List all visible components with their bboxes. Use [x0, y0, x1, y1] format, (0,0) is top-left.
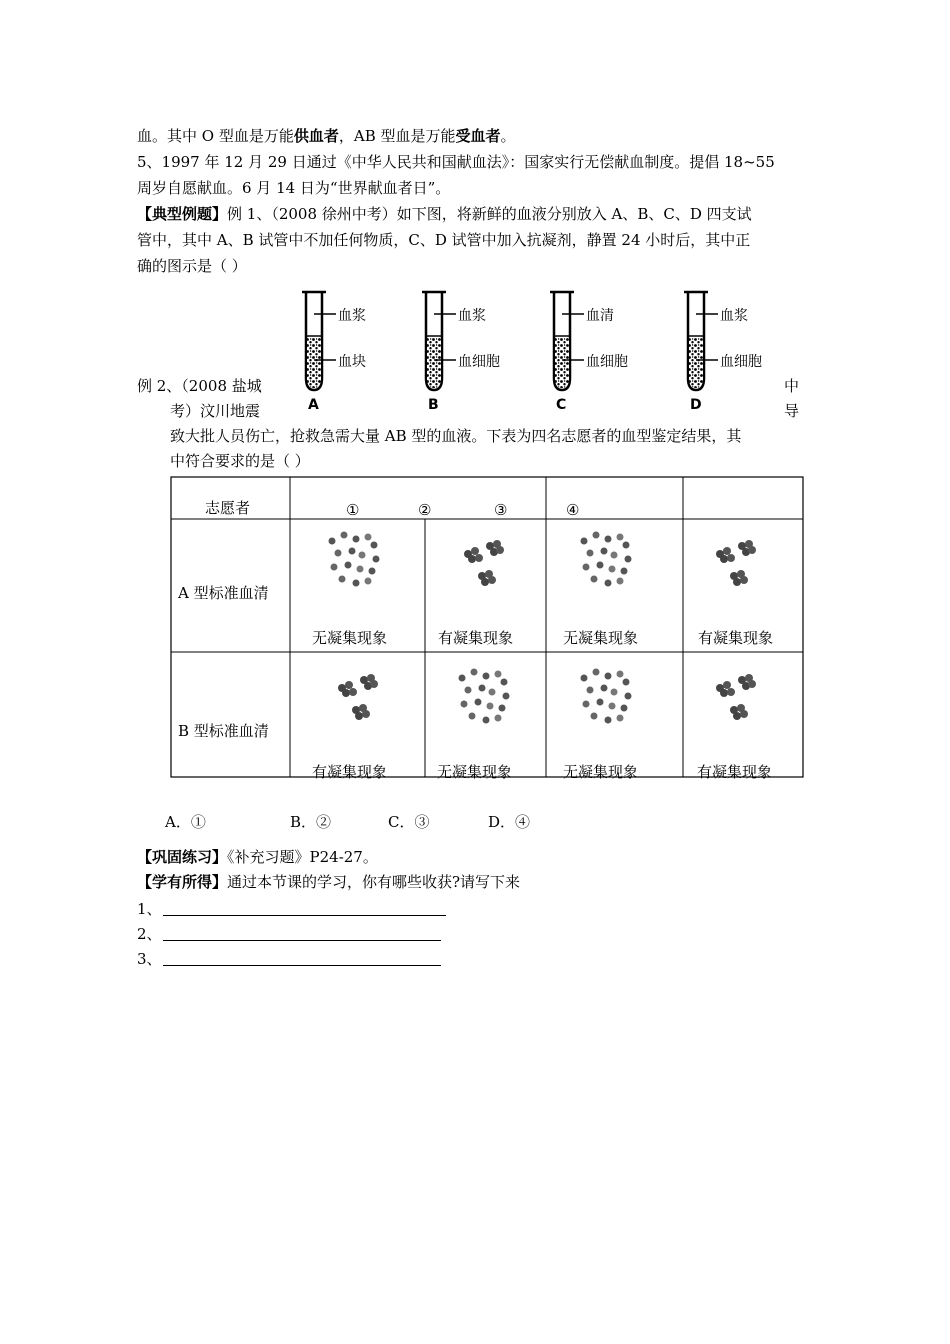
gain-line [137, 871, 520, 893]
tube-a [302, 292, 336, 390]
tube-a-top-label: 血浆 [338, 308, 366, 324]
row-label-a-serum: A 型标准血清 [178, 584, 269, 602]
text-line-8: 致大批人员伤亡，抢救急需大量 AB 型的血液。下表为四名志愿者的血型鉴定结果，其 [170, 427, 742, 445]
answer-option-b: B．② [290, 813, 332, 831]
tube-c [550, 292, 584, 390]
tube-d-top-label: 血浆 [720, 308, 748, 324]
result-a-4: 有凝集现象 [698, 629, 774, 647]
text-line-4 [137, 203, 752, 225]
text-line-3: 周岁自愿献血。6 月 14 日为“世界献血者日”。 [137, 179, 451, 197]
line1-part-e: 。 [500, 127, 516, 145]
tube-a-bottom-label: 血块 [338, 354, 366, 370]
practice-text: 《补充习题》P24-27。 [227, 848, 378, 866]
section-heading-examples: 【典型例题】 [137, 205, 228, 223]
example1-text: 例 1、（2008 徐州中考）如下图，将新鲜的血液分别放入 A、B、C、D 四支试 [227, 205, 752, 223]
text-line-5: 管中，其中 A、B 试管中不加任何物质，C、D 试管中加入抗凝剂，静置 24 小时后，其中正 [137, 231, 751, 249]
example2-right-1: 中 [784, 377, 800, 395]
line1-part-c: ，AB 型血是万能 [338, 127, 456, 145]
table-header-volunteer: 志愿者 [205, 499, 251, 517]
gain-heading: 【学有所得】 [137, 873, 228, 891]
result-a-2: 有凝集现象 [438, 629, 514, 647]
gain-text: 通过本节课的学习，你有哪些收获?请写下来 [227, 873, 521, 891]
line1-bold-donor: 供血者 [293, 127, 339, 145]
practice-line [137, 846, 378, 868]
tube-b [422, 292, 456, 390]
result-b-4: 有凝集现象 [697, 763, 773, 781]
row-label-b-serum: B 型标准血清 [178, 722, 269, 740]
answer-option-a: A．① [165, 813, 206, 831]
result-b-3: 无凝集现象 [563, 763, 639, 781]
tube-b-top-label: 血浆 [458, 308, 486, 324]
tube-c-bottom-label: 血细胞 [586, 354, 628, 370]
text-line-1 [137, 125, 516, 147]
text-line-9: 中符合要求的是（ ） [170, 452, 310, 470]
blank-label-1: 1、 [137, 900, 162, 918]
text-line-2: 5、1997 年 12 月 29 日通过《中华人民共和国献血法》：国家实行无偿献血制度。提倡 18~55 [137, 153, 775, 171]
answer-option-c: C．③ [388, 813, 430, 831]
tube-d-letter: D [690, 397, 702, 412]
example2-left-2: 考）汶川地震 [170, 402, 261, 420]
practice-heading: 【巩固练习】 [137, 848, 228, 866]
blank-label-2: 2、 [137, 925, 162, 943]
tube-c-letter: C [556, 397, 567, 412]
volunteer-number-1: ① [346, 501, 360, 519]
result-a-1: 无凝集现象 [312, 629, 388, 647]
blank-line-3[interactable] [163, 965, 441, 966]
tube-d [684, 292, 718, 390]
volunteer-number-3: ③ [494, 501, 508, 519]
tube-d-bottom-label: 血细胞 [720, 354, 762, 370]
tube-c-top-label: 血清 [586, 308, 614, 324]
tube-a-letter: A [308, 397, 319, 412]
blank-line-2[interactable] [163, 940, 441, 941]
volunteer-number-4: ④ [566, 501, 580, 519]
volunteer-number-2: ② [418, 501, 432, 519]
result-a-3: 无凝集现象 [563, 629, 639, 647]
example2-left-1: 例 2、（2008 盐城 [137, 377, 262, 395]
tube-b-bottom-label: 血细胞 [458, 354, 500, 370]
answer-option-d: D．④ [488, 813, 531, 831]
line1-bold-recipient: 受血者 [455, 127, 501, 145]
line1-part-a: 血。其中 O 型血是万能 [137, 127, 294, 145]
result-b-1: 有凝集现象 [312, 763, 388, 781]
example2-right-2: 导 [784, 402, 800, 420]
tube-b-letter: B [428, 397, 439, 412]
result-b-2: 无凝集现象 [437, 763, 513, 781]
blank-line-1[interactable] [163, 915, 446, 916]
test-tube-figure [282, 290, 802, 412]
blank-label-3: 3、 [137, 950, 162, 968]
text-line-6: 确的图示是（ ） [137, 257, 247, 275]
